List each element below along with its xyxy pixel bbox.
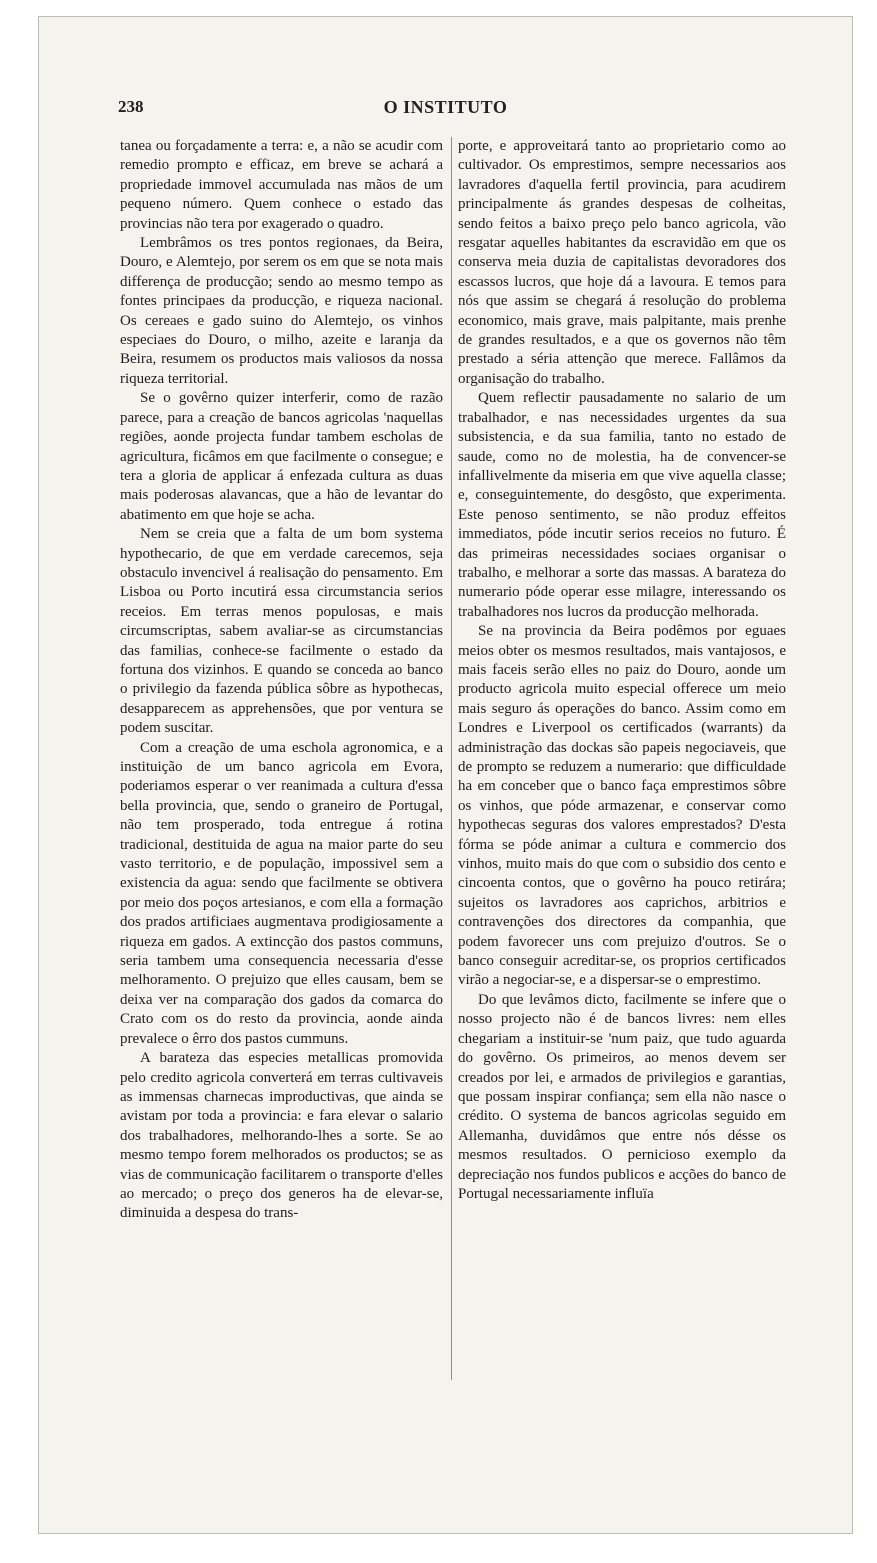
paragraph: tanea ou forçadamente a terra: e, a não se acudir com remedio prompto e efficaz, em breve se achará a propriedade immovel accumulada nas mãos de um pequeno número. Quem conhece o estado das provincias não tera por exagerado o quadro. xyxy=(120,138,443,232)
page-header xyxy=(38,97,853,123)
paragraph: Lembrâmos os tres pontos regionaes, da Beira, Douro, e Alemtejo, por serem os em que se nota mais differença de producção; sendo ao mesmo tempo as fontes principaes da producção, e riqueza nacional. Os cereaes e gado suino do Alemtejo, os vinhos especiaes do Douro, o milho, azeite e laranja da Beira, resumem os productos mais valiosos da nossa riqueza territorial. xyxy=(120,235,443,387)
paragraph: Nem se creia que a falta de um bom systema hypothecario, de que em verdade carecemos, seja obstaculo invencivel á realisação do pensamento. Em Lisboa ou Porto incutirá essa circumstancia serios receios. Em terras menos populosas, e mais circumscriptas, sabem avaliar-se as circumstancias das familias, conhece-se facilmente o estado da fortuna dos vizinhos. E quando se conceda ao banco o privilegio da fazenda pública sôbre as hypothecas, desapparecem as apprehensões, que por ventura se podem suscitar. xyxy=(120,526,443,737)
paragraph: A barateza das especies metallicas promovida pelo credito agricola converterá em terras cultivaveis as immensas charnecas improductivas, que ainda se avistam por toda a provincia: e fara elevar o salario dos trabalhadores, melhorando-lhes a sorte. Se ao mesmo tempo forem melhorados os productos; se as vias de communicação facilitarem o transporte d'elles ao mercado; o preço dos generos ha de elevar-se, diminuida a despesa do trans- xyxy=(120,1050,443,1222)
paragraph: Do que levâmos dicto, facilmente se infere que o nosso projecto não é de bancos livres: nem elles chegariam a instituir-se 'num paiz, que tudo aguarda do govêrno. Os primeiros, ao menos devem ser creados por lei, e armados de privilegios e garantias, que possam inspirar confiança; sem ella não nasce o crédito. O systema de bancos agricolas seguido em Allemanha, duvidâmos que entre nós désse os mesmos resultados. O pernicioso exemplo da depreciação nos fundos publicos e acções do banco de Portugal necessariamente influïa xyxy=(458,991,786,1202)
paragraph: Se na provincia da Beira podêmos por eguaes meios obter os mesmos resultados, mais vantajosos, e mais faceis serão elles no paiz do Douro, aonde um producto agricola muito especial offerece um meio mais seguro ás operações do banco. Assim como em Londres e Liverpool os certificados (warrants) da administração das dockas são papeis negociaveis, que de prompto se reduzem a numerario: que difficuldade ha em conceber que o banco faça emprestimos sôbre os vinhos, que póde armazenar, e conservar como hypothecas seguras dos valores emprestados? D'esta fórma se póde animar a cultura e commercio dos vinhos, muito mais do que com o subsidio dos cento e cincoenta contos, que o govêrno ha pouco retirára; sujeitos os lavradores aos caprichos, arbitrios e contravenções dos directores da companhia, que podem favorecer uns com prejuizo d'outros. Se o banco conseguir acreditar-se, os proprios certificados virão a negociar-se, e a dispersar-se o emprestimo. xyxy=(458,623,786,989)
left-column xyxy=(120,137,443,1224)
running-title: O INSTITUTO xyxy=(383,97,508,117)
paragraph: Quem reflectir pausadamente no salario de um trabalhador, e nas necessidades urgentes da sua subsistencia, e da sua familia, tanto no estado de saude, como no de molestia, ha de convencer-se infallivelmente da miseria em que vive aquella classe; e, conseguintemente, do desgôsto, que experimenta. Este penoso sentimento, se não produz effeitos immediatos, póde incutir serios receios no futuro. É das primeiras necessidades sociaes organisar o trabalho, e melhorar a sorte das massas. A barateza do numerario póde operar esse milagre, interessando os trabalhadores nos lucros da producção melhorada. xyxy=(458,390,786,620)
column-divider xyxy=(451,137,452,1380)
paragraph: Se o govêrno quizer interferir, como de razão parece, para a creação de bancos agricolas 'naquellas regiões, aonde projecta fundar tambem escholas de agricultura, ficâmos em que facilmente o consegue; e tera a gloria de applicar á enfezada cultura as duas mais poderosas alavancas, que a hão de levantar do abatimento em que hoje se acha. xyxy=(120,390,443,523)
right-column xyxy=(458,137,786,1204)
paragraph: Com a creação de uma eschola agronomica, e a instituição de um banco agricola em Evora, poderiamos esperar o ver reanimada a cultura d'essa bella provincia, que, sendo o graneiro de Portugal, não tem prosperado, toda entregue á rotina tradicional, destituida de agua na maior parte do seu vasto territorio, e de população, impossivel sem a existencia da agua: sendo que facilmente se obtivera por meio dos poços artesianos, e com ella a formação dos prados artificiaes augmentava prodigiosamente a riqueza em gados. A extincção dos pastos communs, seria tambem uma consequencia necessaria d'esse melhoramento. O prejuizo que elles causam, bem se deixa ver na comparação dos gados da comarca do Crato com os do resto da provincia, aonde ainda prevalece o êrro dos pastos cummuns. xyxy=(120,739,443,1047)
page-number: 238 xyxy=(118,97,144,116)
paragraph: porte, e approveitará tanto ao proprietario como ao cultivador. Os emprestimos, sempre necessarios aos lavradores d'aquella fertil provincia, para acudirem principalmente ás grandes despesas de colheitas, sendo feitos a baixo preço pelo banco agricola, vão resgatar aquelles habitantes da escravidão em que os conserva meia duzia de capitalistas devoradores dos escassos lucros, que hoje dá a lavoura. E temos para nós que assim se chegará á resolução do problema economico, mais grave, mais palpitante, mais prenhe de grandes resultados, e a que os governos não têm prestado a séria attenção que merece. Fallâmos da organisação do trabalho. xyxy=(458,138,786,387)
